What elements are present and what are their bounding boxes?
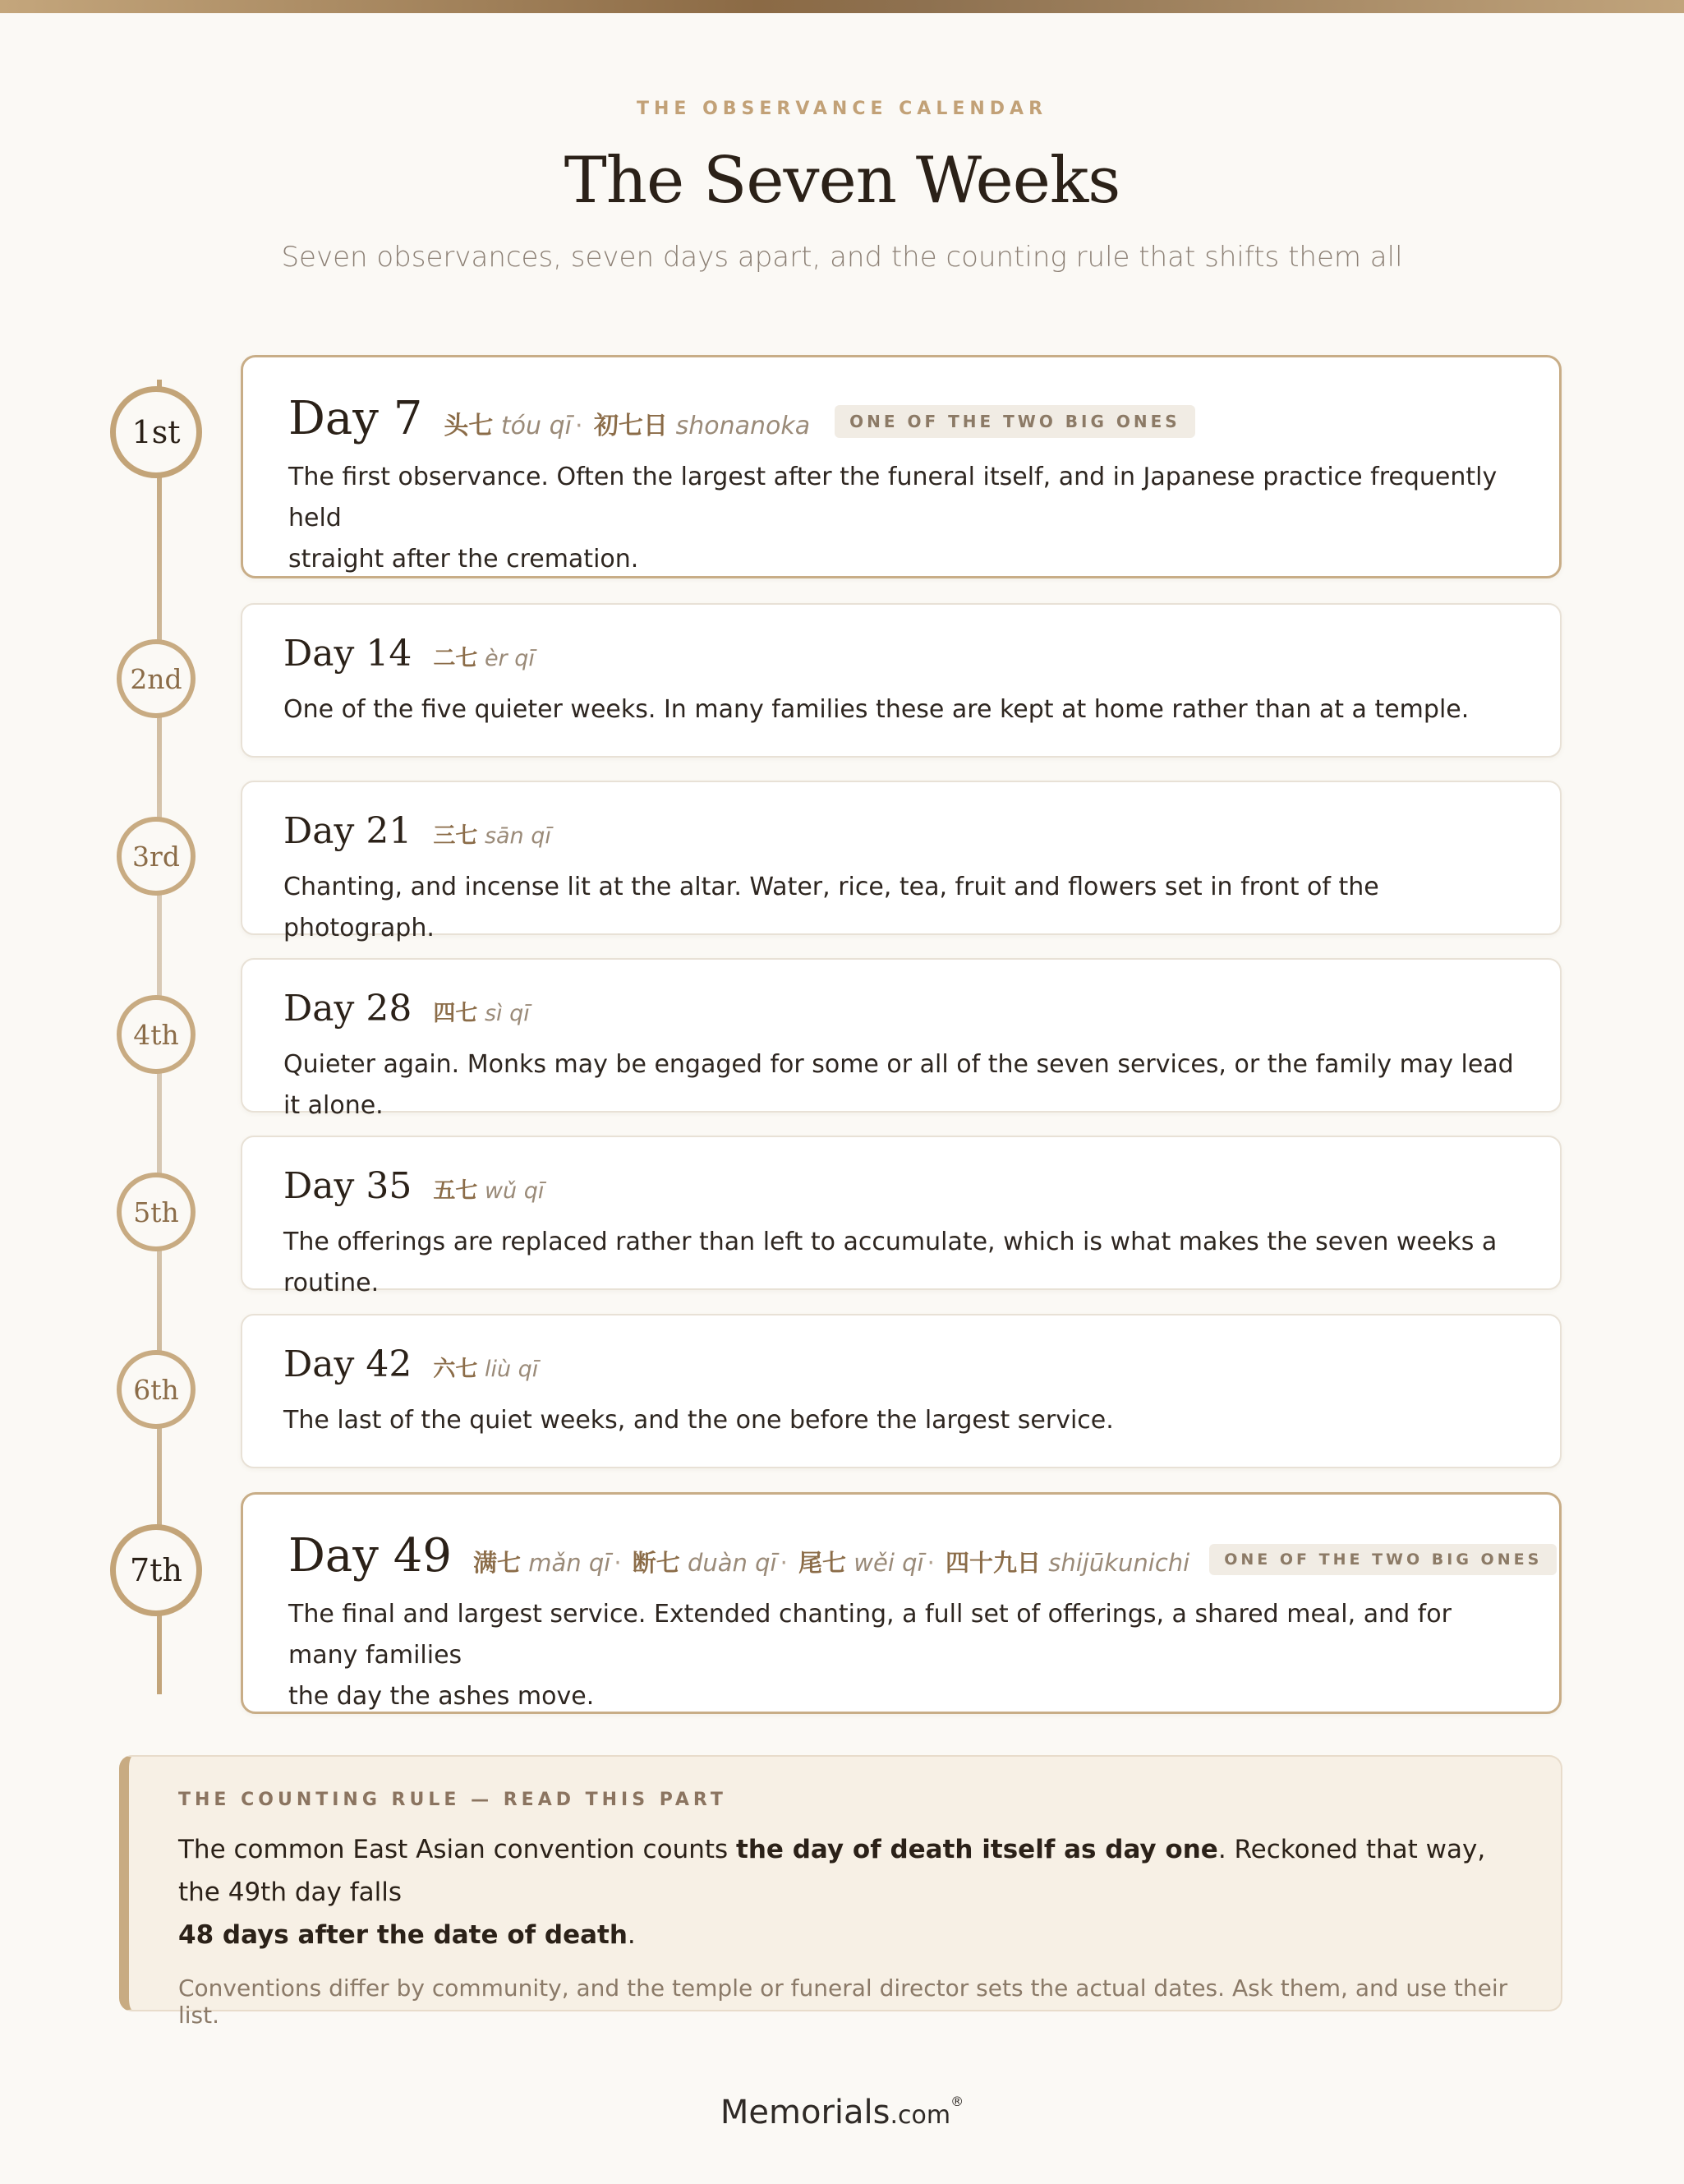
week-description [288, 457, 1514, 580]
timeline-node-2: 2nd [117, 639, 196, 718]
observance-names [444, 405, 810, 441]
week-card-day-42 [241, 1314, 1562, 1468]
name-separator: · [574, 412, 583, 440]
memorials-logo [0, 2094, 1684, 2131]
week-description [288, 1594, 1514, 1717]
rule-text: . [627, 1920, 636, 1950]
card-heading [288, 392, 1514, 445]
section-eyebrow: THE OBSERVANCE CALENDAR [636, 99, 1048, 119]
day-label: Day 49 [288, 1529, 452, 1583]
name-romanized: tóu qī [500, 412, 572, 440]
observance-names [433, 818, 551, 850]
day-label: Day 28 [283, 988, 412, 1030]
name-romanized: liù qī [484, 1357, 539, 1382]
card-heading [283, 810, 1519, 852]
observance-names [433, 1173, 544, 1205]
description-line: straight after the cremation. [288, 545, 639, 574]
name-hanzi: 满七 [472, 1549, 521, 1577]
observance-names [433, 995, 529, 1027]
timeline-node-1: 1st [110, 386, 202, 478]
name-hanzi: 四十九日 [946, 1549, 1042, 1577]
timeline-node-7: 7th [110, 1524, 202, 1616]
week-card-day-21 [241, 781, 1562, 942]
name-hanzi: 头七 [444, 412, 494, 440]
timeline-node-5: 5th [117, 1173, 196, 1251]
name-romanized: wěi qī [854, 1549, 924, 1577]
observance-names [473, 1545, 1189, 1578]
day-label: Day 35 [283, 1165, 412, 1207]
week-card-day-35 [241, 1136, 1562, 1297]
logo-tld: .com [890, 2101, 951, 2130]
name-hanzi: 三七 [433, 823, 478, 849]
page-subtitle: Seven observances, seven days apart, and the counting rule that shifts them all [281, 241, 1403, 274]
name-hanzi: 六七 [433, 1357, 478, 1382]
page-header [0, 99, 1684, 274]
name-romanized: shonanoka [675, 412, 811, 440]
name-separator: · [780, 1549, 788, 1577]
card-heading [288, 1529, 1543, 1583]
description-line: the day the ashes move. [288, 1682, 595, 1711]
week-description: One of the five quieter weeks. In many families these are kept at home rather than at a temple. [283, 695, 1470, 724]
top-accent-band [0, 0, 1684, 13]
page-title: The Seven Weeks [564, 144, 1120, 218]
name-hanzi: 二七 [433, 646, 478, 671]
timeline-node-4: 4th [117, 995, 196, 1074]
card-heading [283, 1165, 1519, 1207]
observance-names [433, 640, 535, 672]
description-line: The final and largest service. Extended chanting, a full set of offerings, a shared meal, and for many families [288, 1600, 1452, 1670]
week-description: Chanting, and incense lit at the altar. Water, rice, tea, fruit and flowers set in front of the photograph. [283, 873, 1379, 942]
day-label: Day 21 [283, 810, 412, 852]
callout-note: Conventions differ by community, and the temple or funeral director sets the actual dates. Ask them, and use their list. [178, 1974, 1508, 2029]
name-romanized: sān qī [484, 823, 551, 849]
name-separator: · [614, 1549, 622, 1577]
card-heading [283, 1343, 1519, 1385]
observance-names [433, 1351, 538, 1383]
card-heading [283, 633, 1519, 675]
week-card-day-28 [241, 958, 1562, 1120]
name-hanzi: 五七 [433, 1178, 478, 1204]
counting-rule-callout [119, 1755, 1562, 2029]
name-romanized: shijūkunichi [1048, 1549, 1190, 1577]
name-romanized: sì qī [484, 1001, 530, 1026]
logo-brand: Memorials [720, 2094, 890, 2131]
week-description: The last of the quiet weeks, and the one before the largest service. [283, 1406, 1114, 1435]
callout-main-text [178, 1828, 1511, 1956]
rule-text: . Reckoned that way, the 49th day falls [178, 1835, 1486, 1907]
name-romanized: mǎn qī [528, 1549, 611, 1577]
week-card-day-49 [241, 1492, 1562, 1714]
day-label: Day 14 [283, 633, 412, 675]
name-hanzi: 初七日 [594, 412, 669, 440]
timeline-node-3: 3rd [117, 817, 196, 896]
logo-registered-mark: ® [950, 2094, 964, 2109]
week-card-day-7 [241, 355, 1562, 578]
rule-emphasis: the day of death itself as day one [736, 1835, 1218, 1864]
card-heading [283, 988, 1519, 1030]
week-description: Quieter again. Monks may be engaged for some or all of the seven services, or the family may lead it alone. [283, 1050, 1514, 1120]
week-description: The offerings are replaced rather than left to accumulate, which is what makes the seven weeks a routine. [283, 1228, 1498, 1297]
name-separator: · [927, 1549, 935, 1577]
day-label: Day 42 [283, 1343, 412, 1385]
name-hanzi: 断七 [632, 1549, 680, 1577]
name-hanzi: 四七 [433, 1001, 478, 1026]
rule-emphasis: 48 days after the date of death [178, 1920, 628, 1950]
week-card-day-14 [241, 603, 1562, 758]
big-observance-badge: ONE OF THE TWO BIG ONES [835, 405, 1195, 438]
name-romanized: duàn qī [687, 1549, 777, 1577]
rule-text: The common East Asian convention counts [178, 1835, 737, 1864]
name-romanized: wǔ qī [484, 1178, 545, 1204]
day-label: Day 7 [288, 392, 423, 445]
name-romanized: èr qī [484, 646, 535, 671]
name-hanzi: 尾七 [798, 1549, 847, 1577]
description-line: The first observance. Often the largest after the funeral itself, and in Japanese practice frequently held [288, 463, 1498, 532]
big-observance-badge: ONE OF THE TWO BIG ONES [1209, 1544, 1557, 1575]
timeline-node-6: 6th [117, 1350, 196, 1429]
callout-eyebrow: THE COUNTING RULE — READ THIS PART [178, 1790, 727, 1810]
